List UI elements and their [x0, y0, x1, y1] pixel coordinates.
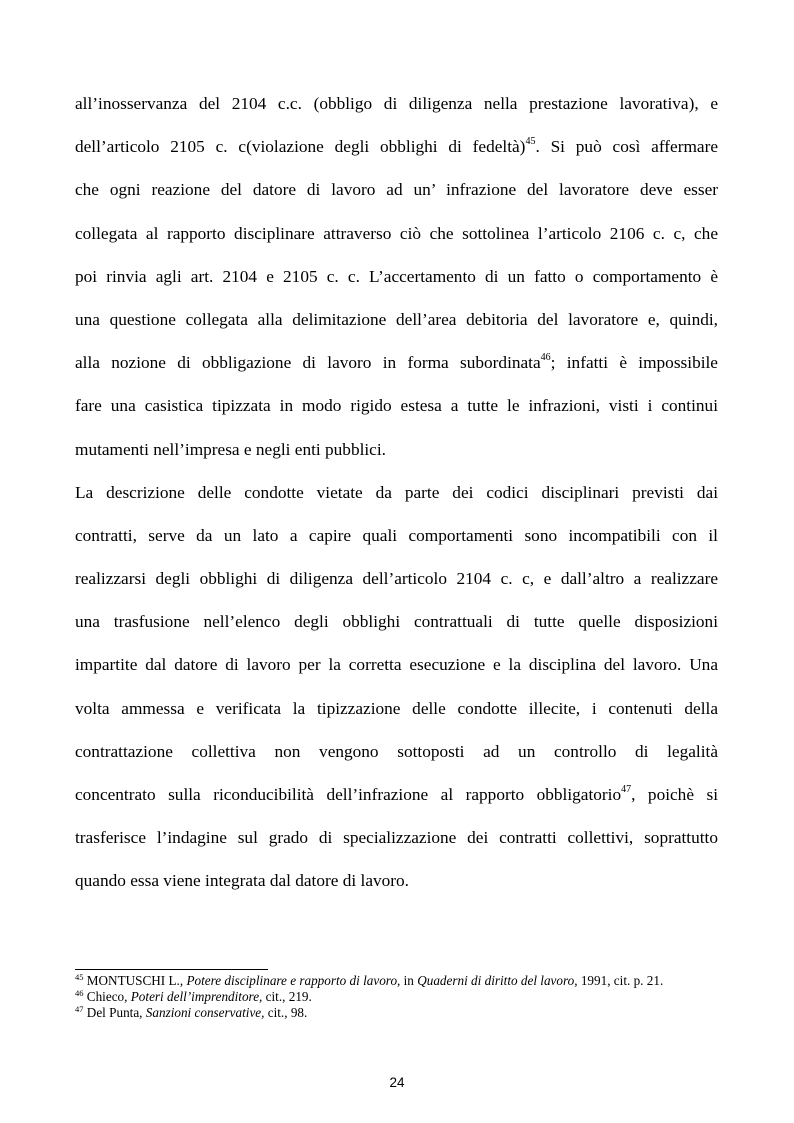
paragraph-line: concentrato sulla riconducibilità dell’infrazione al rapporto obbligatorio$^{47}$, poichè si: [75, 784, 719, 804]
footnote-reference[interactable]: 45: [525, 136, 536, 148]
paragraph-line: mutamenti nell’impresa e negli enti pubblici.: [75, 439, 386, 459]
paragraph-line: che ogni reazione del datore di lavoro ad un’ infrazione del lavoratore deve esser: [75, 180, 718, 200]
paragraph-line: realizzarsi degli obblighi di diligenza dell’articolo 2104 c. c, e dall’altro a realizzare: [75, 569, 718, 589]
footnote: $^{46}$ Chieco, Poteri dell’imprenditore, cit., 219.: [75, 988, 312, 1004]
paragraph-line: La descrizione delle condotte vietate da parte dei codici disciplinari previsti dai: [75, 482, 718, 502]
paragraph-line: una questione collegata alla delimitazione dell’area debitoria del lavoratore e, quindi,: [75, 309, 718, 329]
paragraph-line: contrattazione collettiva non vengono sottoposti ad un controllo di legalità: [75, 741, 718, 761]
paragraph-line: alla nozione di obbligazione di lavoro in forma subordinata$^{46}$; infatti è impossibile: [75, 352, 718, 373]
paragraph-line: una trasfusione nell’elenco degli obblighi contrattuali di tutte quelle disposizioni: [75, 612, 718, 632]
paragraph-line: all’inosservanza del 2104 c.c. (obbligo di diligenza nella prestazione lavorativa), e: [75, 94, 718, 113]
footnote-reference[interactable]: 46: [540, 352, 551, 364]
paragraph-line: volta ammessa e verificata la tipizzazione delle condotte illecite, i contenuti della: [75, 698, 718, 718]
footnote-number: 47: [75, 1004, 84, 1014]
paragraph-line: impartite dal datore di lavoro per la corretta esecuzione e la disciplina del lavoro. Una: [75, 655, 718, 675]
paragraph-line: contratti, serve da un lato a capire quali comportamenti sono incompatibili con il: [75, 525, 718, 545]
paragraph-line: poi rinvia agli art. 2104 e 2105 c. c. L’accertamento di un fatto o comportamento è: [75, 266, 718, 286]
paragraph-line: dell’articolo 2105 c. c(violazione degli obblighi di fedeltà)$^{45}$. Si può così affermare: [75, 136, 718, 157]
footnote-reference[interactable]: 47: [621, 784, 632, 795]
paragraph-line: collegata al rapporto disciplinare attraverso ciò che sottolinea l’articolo 2106 c. c, che: [75, 223, 718, 243]
paragraph-line: trasferisce l’indagine sul grado di specializzazione dei contratti collettivi, soprattutto: [75, 828, 718, 848]
paragraph-line: fare una casistica tipizzata in modo rigido estesa a tutte le infrazioni, visti i continui: [75, 396, 718, 416]
page-number: 24: [389, 1075, 405, 1090]
body-text: [75, 82, 718, 903]
footnote: $^{45}$ MONTUSCHI L., Potere disciplinare e rapporto di lavoro, in Quaderni di diritto del lavoro, 1991, cit. p. 21.: [75, 972, 664, 988]
footnote-separator: [75, 969, 268, 970]
footnotes: [75, 973, 718, 1021]
footnote-number: 46: [75, 988, 84, 998]
footnote: $^{47}$ Del Punta, Sanzioni conservative, cit., 98.: [75, 1004, 308, 1020]
paragraph-line: quando essa viene integrata dal datore di lavoro.: [75, 871, 409, 891]
footnote-number: 45: [75, 972, 84, 982]
